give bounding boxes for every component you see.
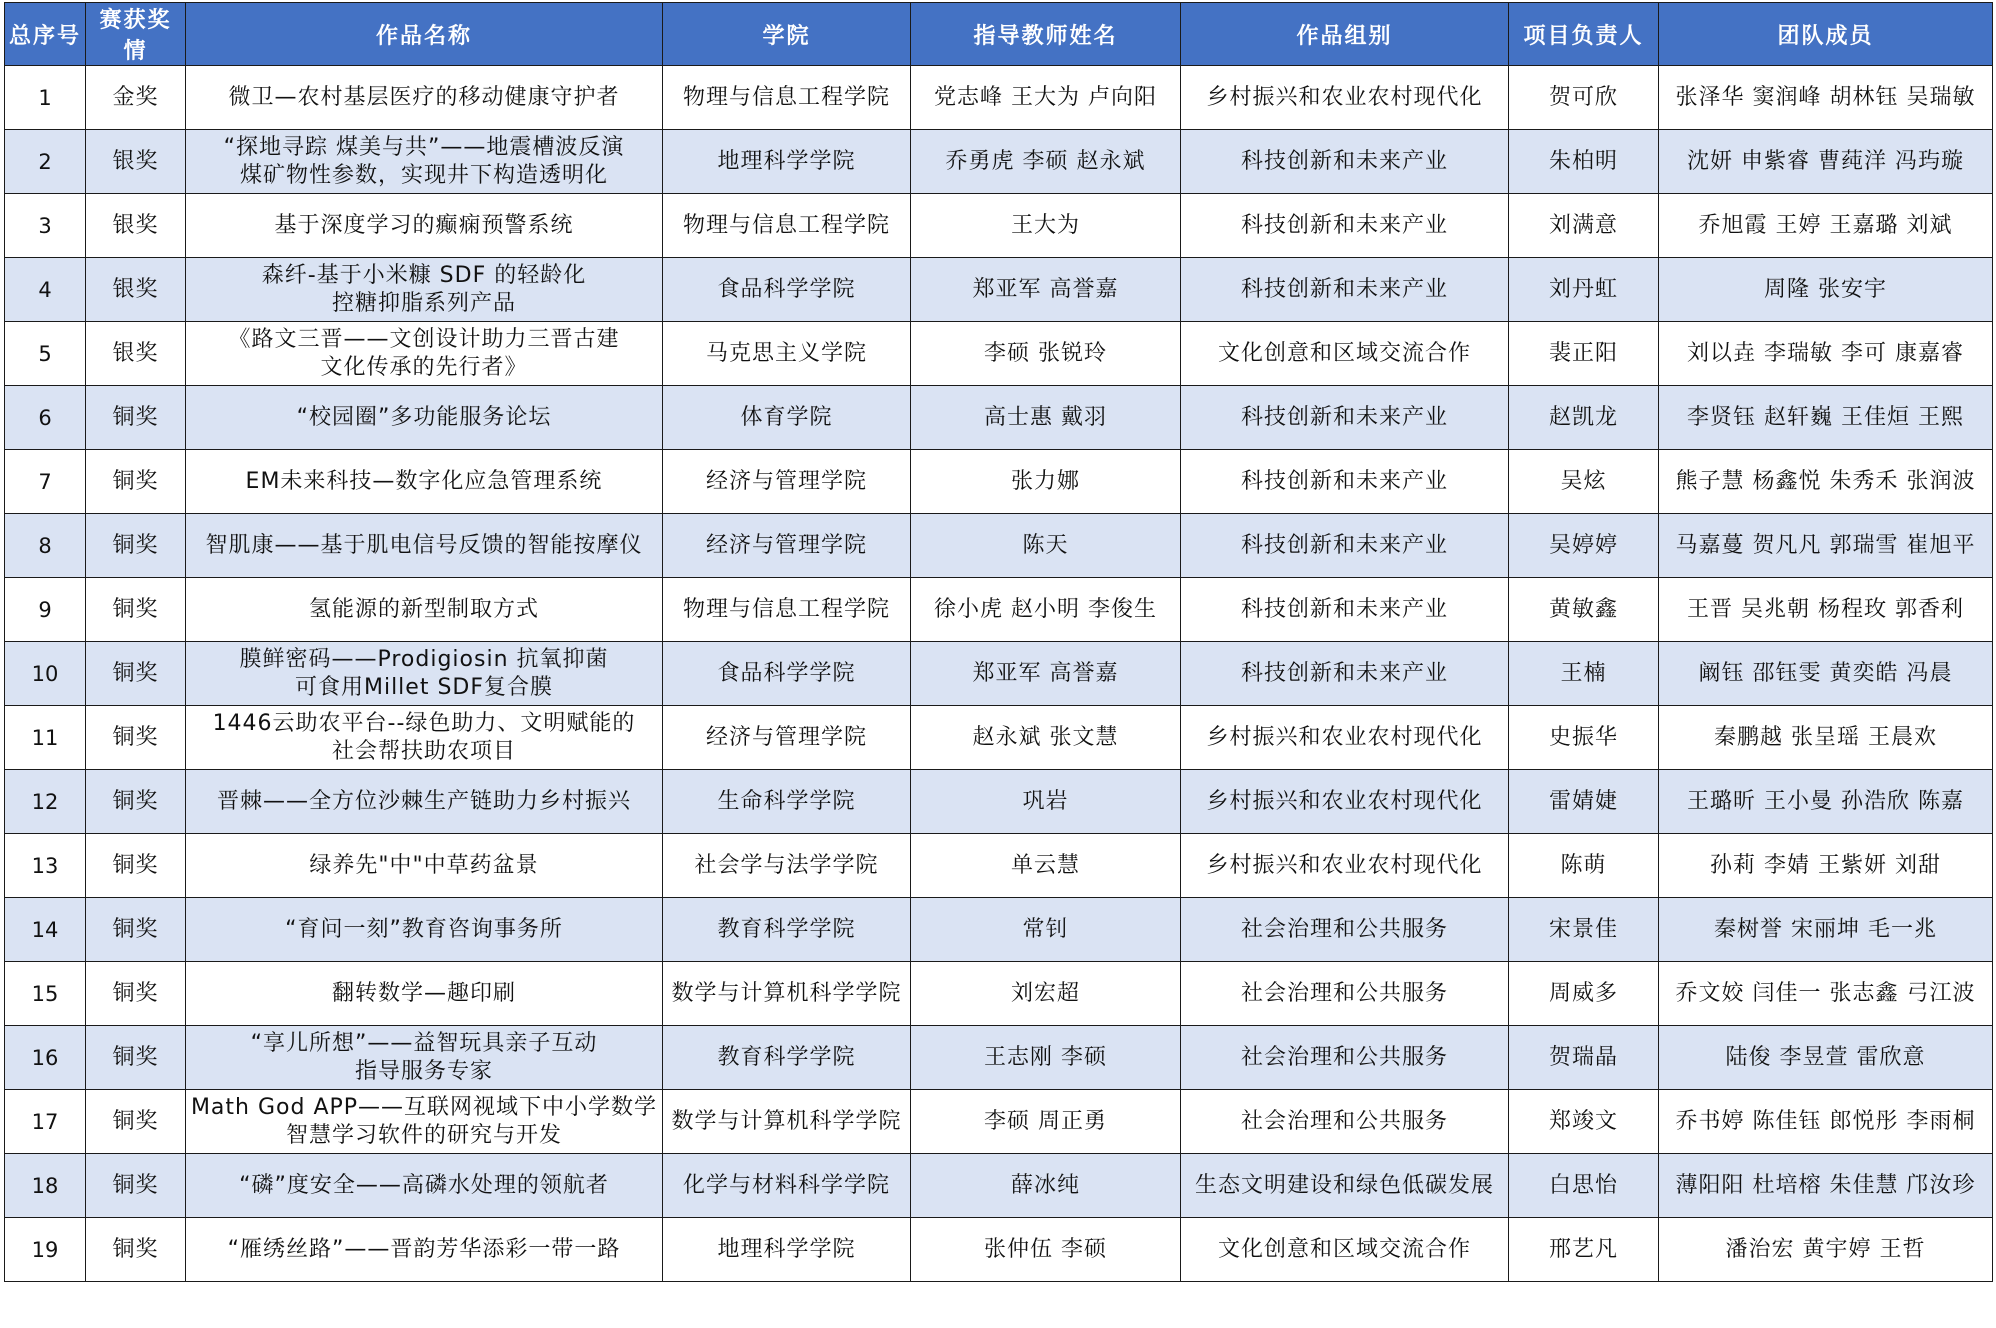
cell-category[interactable]: 乡村振兴和农业农村现代化	[1181, 834, 1509, 898]
cell-serial-number[interactable]: 15	[5, 962, 86, 1026]
cell-project-name[interactable]: Math God APP——互联网视域下中小学数学 智慧学习软件的研究与开发	[186, 1090, 663, 1154]
cell-category[interactable]: 科技创新和未来产业	[1181, 386, 1509, 450]
cell-category[interactable]: 科技创新和未来产业	[1181, 514, 1509, 578]
cell-project-leader[interactable]: 陈萌	[1509, 834, 1659, 898]
cell-category[interactable]: 文化创意和区域交流合作	[1181, 1218, 1509, 1282]
cell-project-leader[interactable]: 郑竣文	[1509, 1090, 1659, 1154]
table-row	[5, 514, 1993, 578]
cell-advisors[interactable]: 单云慧	[911, 834, 1181, 898]
cell-serial-number[interactable]: 4	[5, 258, 86, 322]
cell-serial-number[interactable]: 11	[5, 706, 86, 770]
cell-team-members[interactable]: 李贤钰 赵轩巍 王佳烜 王熙	[1659, 386, 1993, 450]
cell-project-name[interactable]: 智肌康——基于肌电信号反馈的智能按摩仪	[186, 514, 663, 578]
cell-project-name[interactable]: 氢能源的新型制取方式	[186, 578, 663, 642]
cell-category[interactable]: 科技创新和未来产业	[1181, 194, 1509, 258]
table-row	[5, 66, 1993, 130]
table-row	[5, 770, 1993, 834]
cell-serial-number[interactable]: 5	[5, 322, 86, 386]
cell-category[interactable]: 社会治理和公共服务	[1181, 1026, 1509, 1090]
cell-advisors[interactable]: 张力娜	[911, 450, 1181, 514]
cell-college[interactable]: 教育科学学院	[663, 1026, 911, 1090]
cell-project-name[interactable]: “雁绣丝路”——晋韵芳华添彩一带一路	[186, 1218, 663, 1282]
cell-team-members[interactable]: 秦树誉 宋丽坤 毛一兆	[1659, 898, 1993, 962]
cell-college[interactable]: 食品科学学院	[663, 642, 911, 706]
cell-project-leader[interactable]: 雷婧婕	[1509, 770, 1659, 834]
cell-college[interactable]: 数学与计算机科学学院	[663, 1090, 911, 1154]
cell-project-leader[interactable]: 黄敏鑫	[1509, 578, 1659, 642]
cell-advisors[interactable]: 常钊	[911, 898, 1181, 962]
cell-college[interactable]: 物理与信息工程学院	[663, 194, 911, 258]
cell-advisors[interactable]: 郑亚军 高誉嘉	[911, 258, 1181, 322]
cell-advisors[interactable]: 李硕 张锐玲	[911, 322, 1181, 386]
cell-serial-number[interactable]: 1	[5, 66, 86, 130]
cell-project-name[interactable]: “磷”度安全——高磷水处理的领航者	[186, 1154, 663, 1218]
table-row	[5, 706, 1993, 770]
cell-college[interactable]: 数学与计算机科学学院	[663, 962, 911, 1026]
cell-advisors[interactable]: 李硕 周正勇	[911, 1090, 1181, 1154]
cell-category[interactable]: 生态文明建设和绿色低碳发展	[1181, 1154, 1509, 1218]
table-row	[5, 450, 1993, 514]
cell-project-name[interactable]: “探地寻踪 煤美与共”——地震槽波反演 煤矿物性参数，实现井下构造透明化	[186, 130, 663, 194]
cell-team-members[interactable]: 张泽华 窦润峰 胡林钰 吴瑞敏	[1659, 66, 1993, 130]
cell-award[interactable]: 铜奖	[86, 770, 186, 834]
table-row	[5, 322, 1993, 386]
cell-project-leader[interactable]: 吴炫	[1509, 450, 1659, 514]
cell-project-leader[interactable]: 白思怡	[1509, 1154, 1659, 1218]
cell-project-leader[interactable]: 史振华	[1509, 706, 1659, 770]
cell-college[interactable]: 经济与管理学院	[663, 514, 911, 578]
cell-college[interactable]: 物理与信息工程学院	[663, 578, 911, 642]
header-advisors[interactable]: 指导教师姓名	[911, 3, 1181, 66]
cell-award[interactable]: 铜奖	[86, 1090, 186, 1154]
cell-award[interactable]: 铜奖	[86, 642, 186, 706]
awards-table	[4, 2, 1993, 1282]
cell-serial-number[interactable]: 13	[5, 834, 86, 898]
cell-award[interactable]: 铜奖	[86, 514, 186, 578]
cell-project-name[interactable]: 《路文三晋——文创设计助力三晋古建 文化传承的先行者》	[186, 322, 663, 386]
cell-category[interactable]: 文化创意和区域交流合作	[1181, 322, 1509, 386]
cell-award[interactable]: 铜奖	[86, 1026, 186, 1090]
cell-award[interactable]: 铜奖	[86, 578, 186, 642]
cell-college[interactable]: 生命科学学院	[663, 770, 911, 834]
cell-college[interactable]: 食品科学学院	[663, 258, 911, 322]
cell-serial-number[interactable]: 2	[5, 130, 86, 194]
cell-team-members[interactable]: 乔文姣 闫佳一 张志鑫 弓江波	[1659, 962, 1993, 1026]
cell-serial-number[interactable]: 17	[5, 1090, 86, 1154]
cell-team-members[interactable]: 乔书婷 陈佳钰 郎悦彤 李雨桐	[1659, 1090, 1993, 1154]
table-row	[5, 578, 1993, 642]
cell-serial-number[interactable]: 14	[5, 898, 86, 962]
cell-project-leader[interactable]: 朱柏明	[1509, 130, 1659, 194]
cell-award[interactable]: 银奖	[86, 258, 186, 322]
header-row	[5, 3, 1993, 66]
cell-award[interactable]: 银奖	[86, 322, 186, 386]
table-row	[5, 898, 1993, 962]
cell-award[interactable]: 铜奖	[86, 898, 186, 962]
cell-award[interactable]: 铜奖	[86, 386, 186, 450]
table-row	[5, 1026, 1993, 1090]
table-row	[5, 962, 1993, 1026]
cell-project-name[interactable]: 基于深度学习的癫痫预警系统	[186, 194, 663, 258]
table-row	[5, 642, 1993, 706]
cell-project-name[interactable]: “享儿所想”——益智玩具亲子互动 指导服务专家	[186, 1026, 663, 1090]
cell-team-members[interactable]: 孙莉 李婧 王紫妍 刘甜	[1659, 834, 1993, 898]
cell-college[interactable]: 化学与材料科学学院	[663, 1154, 911, 1218]
cell-college[interactable]: 经济与管理学院	[663, 706, 911, 770]
cell-serial-number[interactable]: 19	[5, 1218, 86, 1282]
cell-category[interactable]: 乡村振兴和农业农村现代化	[1181, 66, 1509, 130]
cell-team-members[interactable]: 阚钰 邵钰雯 黄奕皓 冯晨	[1659, 642, 1993, 706]
cell-category[interactable]: 科技创新和未来产业	[1181, 258, 1509, 322]
header-project-leader[interactable]: 项目负责人	[1509, 3, 1659, 66]
cell-college[interactable]: 体育学院	[663, 386, 911, 450]
table-row	[5, 194, 1993, 258]
table-row	[5, 258, 1993, 322]
cell-project-name[interactable]: 膜鲜密码——Prodigiosin 抗氧抑菌 可食用Millet SDF复合膜	[186, 642, 663, 706]
cell-team-members[interactable]: 沈妍 申紫睿 曹莼洋 冯玙璇	[1659, 130, 1993, 194]
cell-serial-number[interactable]: 9	[5, 578, 86, 642]
cell-serial-number[interactable]: 16	[5, 1026, 86, 1090]
cell-project-leader[interactable]: 邢艺凡	[1509, 1218, 1659, 1282]
cell-project-leader[interactable]: 赵凯龙	[1509, 386, 1659, 450]
cell-award[interactable]: 金奖	[86, 66, 186, 130]
cell-project-name[interactable]: “育问一刻”教育咨询事务所	[186, 898, 663, 962]
cell-project-name[interactable]: 绿养先"中"中草药盆景	[186, 834, 663, 898]
cell-team-members[interactable]: 熊子慧 杨鑫悦 朱秀禾 张润波	[1659, 450, 1993, 514]
header-serial-number[interactable]: 总序号	[5, 3, 86, 66]
cell-project-leader[interactable]: 刘丹虹	[1509, 258, 1659, 322]
cell-team-members[interactable]: 薄阳阳 杜培榕 朱佳慧 邝汝珍	[1659, 1154, 1993, 1218]
cell-project-name[interactable]: 翻转数学—趣印刷	[186, 962, 663, 1026]
cell-advisors[interactable]: 党志峰 王大为 卢向阳	[911, 66, 1181, 130]
cell-advisors[interactable]: 王志刚 李硕	[911, 1026, 1181, 1090]
cell-team-members[interactable]: 马嘉蔓 贺凡凡 郭瑞雪 崔旭平	[1659, 514, 1993, 578]
cell-category[interactable]: 科技创新和未来产业	[1181, 130, 1509, 194]
header-project-name[interactable]: 作品名称	[186, 3, 663, 66]
cell-team-members[interactable]: 王晋 吴兆朝 杨程玫 郭香利	[1659, 578, 1993, 642]
cell-serial-number[interactable]: 18	[5, 1154, 86, 1218]
cell-award[interactable]: 铜奖	[86, 962, 186, 1026]
cell-serial-number[interactable]: 7	[5, 450, 86, 514]
cell-project-name[interactable]: 微卫—农村基层医疗的移动健康守护者	[186, 66, 663, 130]
cell-advisors[interactable]: 郑亚军 高誉嘉	[911, 642, 1181, 706]
cell-advisors[interactable]: 张仲伍 李硕	[911, 1218, 1181, 1282]
cell-team-members[interactable]: 周隆 张安宇	[1659, 258, 1993, 322]
cell-category[interactable]: 社会治理和公共服务	[1181, 898, 1509, 962]
cell-award[interactable]: 铜奖	[86, 1154, 186, 1218]
cell-award[interactable]: 银奖	[86, 194, 186, 258]
cell-college[interactable]: 教育科学学院	[663, 898, 911, 962]
cell-project-name[interactable]: 晋棘——全方位沙棘生产链助力乡村振兴	[186, 770, 663, 834]
cell-category[interactable]: 科技创新和未来产业	[1181, 450, 1509, 514]
cell-advisors[interactable]: 刘宏超	[911, 962, 1181, 1026]
header-award[interactable]: 赛获奖情	[86, 3, 186, 66]
cell-advisors[interactable]: 徐小虎 赵小明 李俊生	[911, 578, 1181, 642]
cell-team-members[interactable]: 秦鹏越 张呈瑶 王晨欢	[1659, 706, 1993, 770]
cell-project-name[interactable]: 1446云助农平台--绿色助力、文明赋能的 社会帮扶助农项目	[186, 706, 663, 770]
cell-award[interactable]: 铜奖	[86, 834, 186, 898]
table-row	[5, 1218, 1993, 1282]
cell-advisors[interactable]: 巩岩	[911, 770, 1181, 834]
cell-project-leader[interactable]: 裴正阳	[1509, 322, 1659, 386]
table-row	[5, 130, 1993, 194]
table-row	[5, 834, 1993, 898]
cell-project-name[interactable]: “校园圈”多功能服务论坛	[186, 386, 663, 450]
cell-project-leader[interactable]: 宋景佳	[1509, 898, 1659, 962]
table-body	[5, 66, 1993, 1282]
cell-team-members[interactable]: 刘以垚 李瑞敏 李可 康嘉睿	[1659, 322, 1993, 386]
cell-project-name[interactable]: EM未来科技—数字化应急管理系统	[186, 450, 663, 514]
cell-serial-number[interactable]: 8	[5, 514, 86, 578]
cell-serial-number[interactable]: 10	[5, 642, 86, 706]
cell-advisors[interactable]: 陈天	[911, 514, 1181, 578]
cell-category[interactable]: 社会治理和公共服务	[1181, 1090, 1509, 1154]
cell-project-leader[interactable]: 贺瑞晶	[1509, 1026, 1659, 1090]
cell-serial-number[interactable]: 12	[5, 770, 86, 834]
cell-project-leader[interactable]: 吴婷婷	[1509, 514, 1659, 578]
cell-serial-number[interactable]: 3	[5, 194, 86, 258]
cell-serial-number[interactable]: 6	[5, 386, 86, 450]
cell-team-members[interactable]: 王璐昕 王小曼 孙浩欣 陈嘉	[1659, 770, 1993, 834]
cell-project-name[interactable]: 森纤-基于小米糠 SDF 的轻龄化 控糖抑脂系列产品	[186, 258, 663, 322]
table-row	[5, 1154, 1993, 1218]
cell-category[interactable]: 乡村振兴和农业农村现代化	[1181, 770, 1509, 834]
cell-award[interactable]: 铜奖	[86, 706, 186, 770]
cell-college[interactable]: 地理科学学院	[663, 130, 911, 194]
header-team-members[interactable]: 团队成员	[1659, 3, 1993, 66]
cell-category[interactable]: 社会治理和公共服务	[1181, 962, 1509, 1026]
header-category[interactable]: 作品组别	[1181, 3, 1509, 66]
cell-college[interactable]: 地理科学学院	[663, 1218, 911, 1282]
cell-advisors[interactable]: 薛冰纯	[911, 1154, 1181, 1218]
cell-project-leader[interactable]: 刘满意	[1509, 194, 1659, 258]
cell-project-leader[interactable]: 周威多	[1509, 962, 1659, 1026]
cell-project-leader[interactable]: 贺可欣	[1509, 66, 1659, 130]
cell-advisors[interactable]: 王大为	[911, 194, 1181, 258]
cell-college[interactable]: 社会学与法学学院	[663, 834, 911, 898]
table-header	[5, 3, 1993, 66]
table-row	[5, 386, 1993, 450]
cell-award[interactable]: 铜奖	[86, 450, 186, 514]
table-row	[5, 1090, 1993, 1154]
cell-project-leader[interactable]: 王楠	[1509, 642, 1659, 706]
cell-category[interactable]: 科技创新和未来产业	[1181, 642, 1509, 706]
header-college[interactable]: 学院	[663, 3, 911, 66]
cell-category[interactable]: 乡村振兴和农业农村现代化	[1181, 706, 1509, 770]
cell-award[interactable]: 铜奖	[86, 1218, 186, 1282]
cell-award[interactable]: 银奖	[86, 130, 186, 194]
cell-category[interactable]: 科技创新和未来产业	[1181, 578, 1509, 642]
cell-team-members[interactable]: 陆俊 李昱萱 雷欣意	[1659, 1026, 1993, 1090]
cell-advisors[interactable]: 高士惠 戴羽	[911, 386, 1181, 450]
cell-college[interactable]: 马克思主义学院	[663, 322, 911, 386]
cell-advisors[interactable]: 赵永斌 张文慧	[911, 706, 1181, 770]
cell-advisors[interactable]: 乔勇虎 李硕 赵永斌	[911, 130, 1181, 194]
cell-college[interactable]: 物理与信息工程学院	[663, 66, 911, 130]
cell-team-members[interactable]: 潘治宏 黄宇婷 王哲	[1659, 1218, 1993, 1282]
cell-college[interactable]: 经济与管理学院	[663, 450, 911, 514]
cell-team-members[interactable]: 乔旭霞 王婷 王嘉璐 刘斌	[1659, 194, 1993, 258]
